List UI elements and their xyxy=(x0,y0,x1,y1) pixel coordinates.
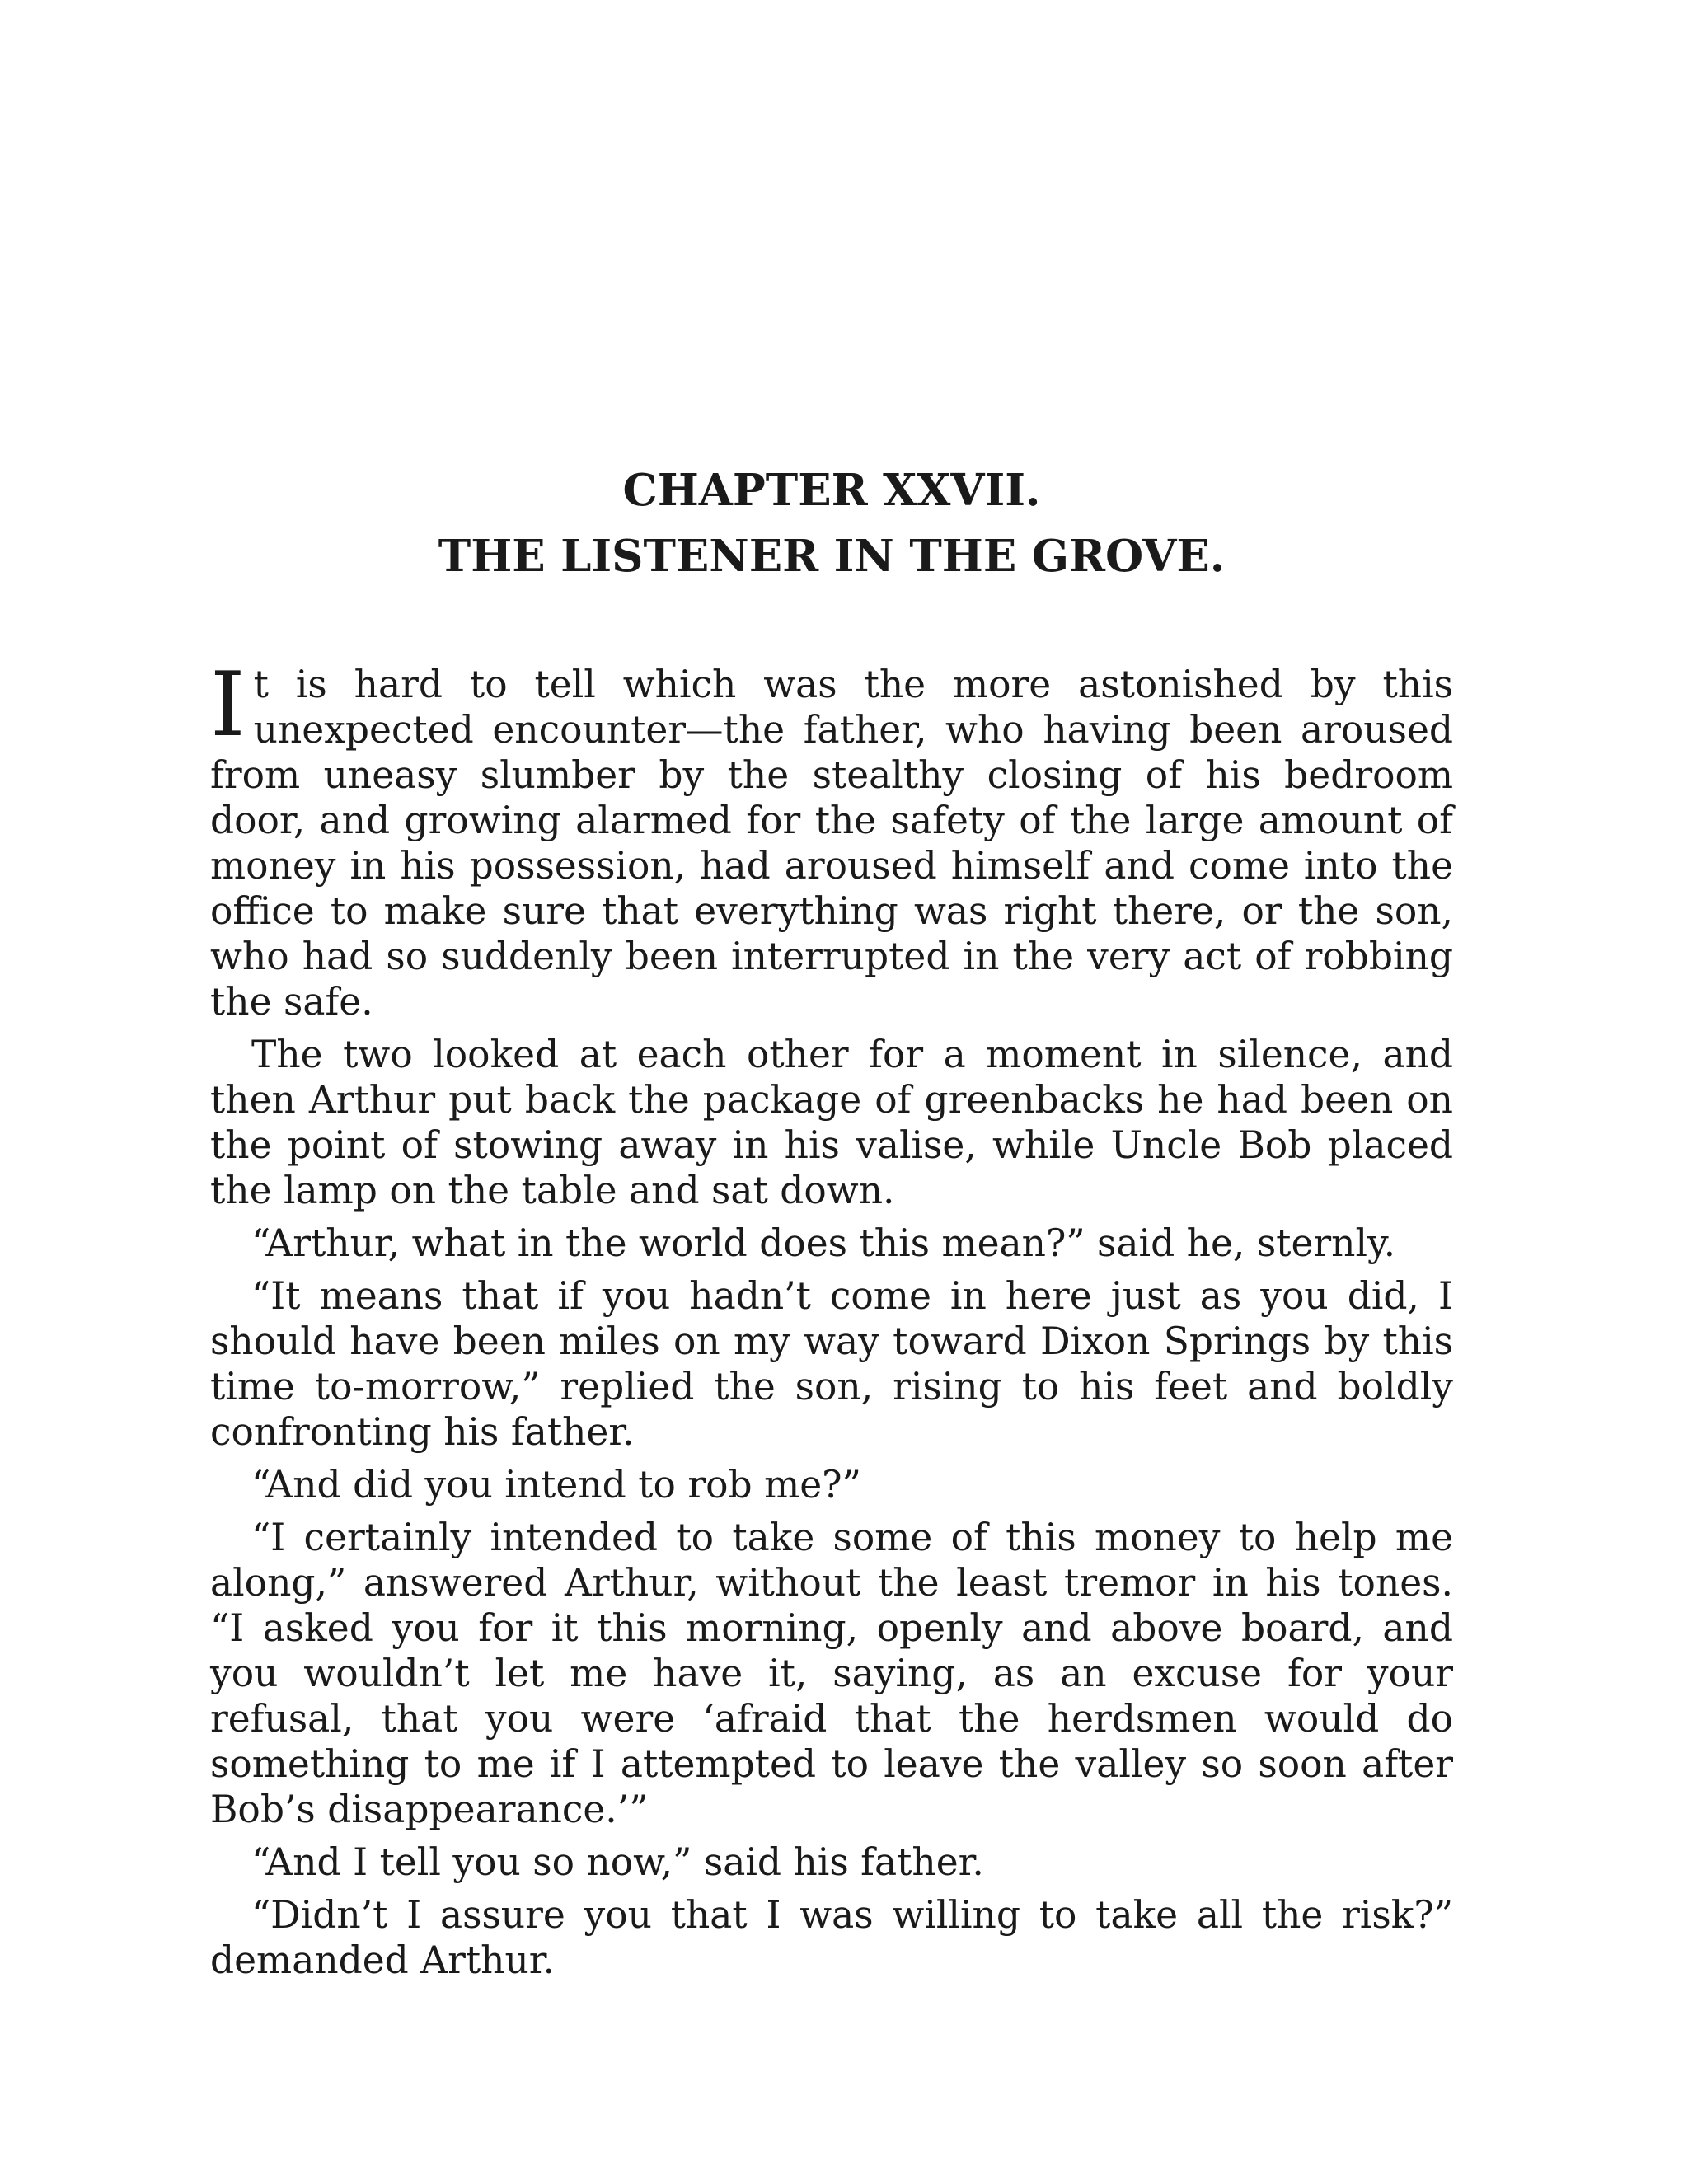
paragraph-5: “And did you intend to rob me?” xyxy=(251,1463,861,1507)
paragraph-1 xyxy=(210,654,1453,1024)
chapter-heading xyxy=(210,457,1453,589)
paragraph-6: “I certainly intended to take some of this money to help me along,” answered Arthur, without the least tremor in his tones. “I asked you for it this morning, openly and above board, and you wouldn’t let me have it, saying, as an excuse for your refusal, that you were ‘afraid that the herdsmen would do something to me if I attempted to leave the valley so soon after Bob’s disappearance.’” xyxy=(210,1516,1453,1831)
paragraph-4: “It means that if you hadn’t come in here just as you did, I should have been miles on my way toward Dixon Springs by this time to-morrow,” replied the son, rising to his feet and boldly confronting his father. xyxy=(210,1274,1453,1454)
paragraph-1-text: t is hard to tell which was the more astonished by this unexpected encounter—the father, who having been aroused from uneasy slumber by the stealthy closing of his bedroom door, and growing alarmed for the safety of the large amount of money in his possession, had aroused himself and come into the office to make sure that everything was right there, or the son, who had so suddenly been interrupted in the very act of robbing the safe. xyxy=(210,663,1453,1024)
paragraph-3: “Arthur, what in the world does this mean?” said he, sternly. xyxy=(251,1221,1396,1265)
chapter-number: CHAPTER XXVII. xyxy=(622,465,1041,516)
book-page xyxy=(210,457,1453,1990)
paragraph-8: “Didn’t I assure you that I was willing to take all the risk?” demanded Arthur. xyxy=(210,1893,1453,1982)
paragraph-7: “And I tell you so now,” said his father. xyxy=(251,1840,984,1884)
paragraph-2: The two looked at each other for a moment in silence, and then Arthur put back the package of greenbacks he had been on the point of stowing away in his valise, while Uncle Bob placed the lamp on the table and sat down. xyxy=(210,1033,1453,1212)
chapter-title: THE LISTENER IN THE GROVE. xyxy=(438,531,1226,582)
drop-cap: I xyxy=(210,654,246,757)
